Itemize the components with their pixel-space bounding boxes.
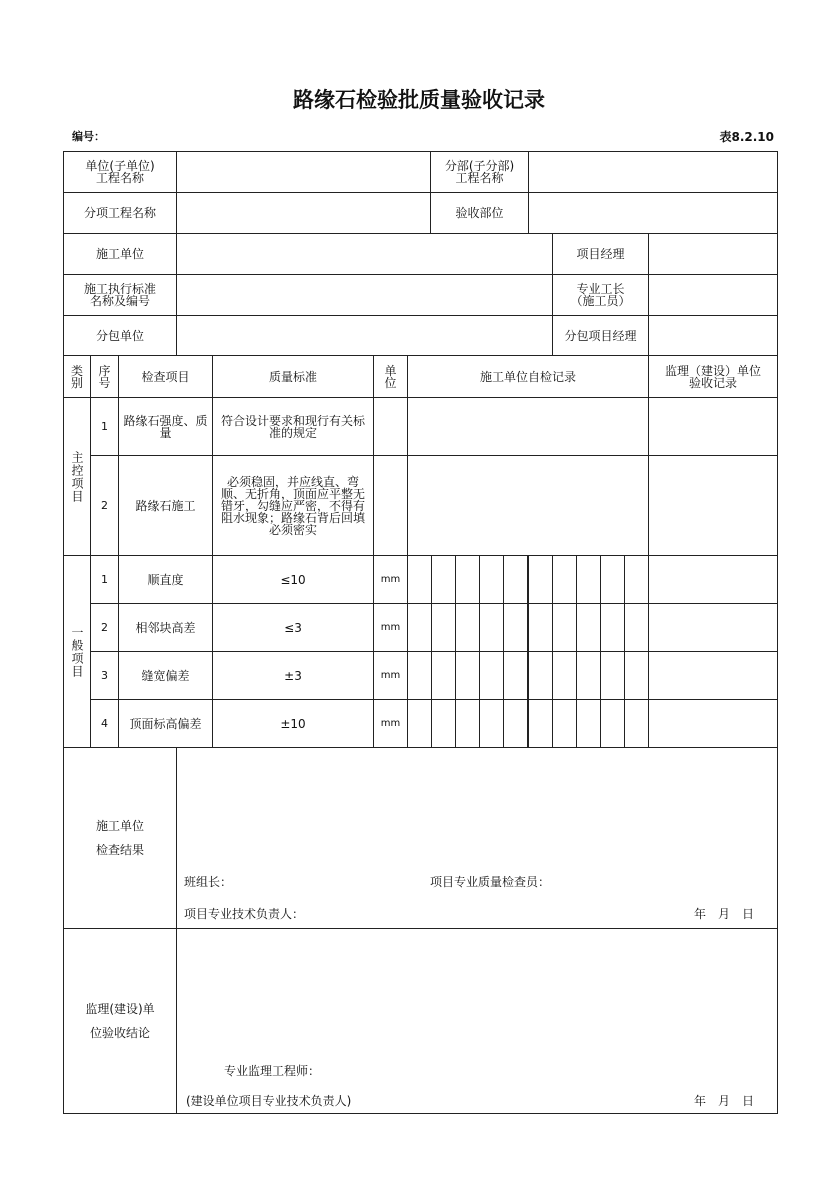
general-standard-2: ≤3 [212, 603, 374, 652]
general-unit-3: mm [373, 651, 408, 700]
general-seq-3: 3 [90, 651, 119, 700]
header-standard: 质量标准 [212, 355, 374, 398]
measurement-cell[interactable] [552, 699, 577, 748]
general-standard-4: ±10 [212, 699, 374, 748]
main-item-2: 路缘石施工 [118, 455, 213, 556]
general-seq-2: 2 [90, 603, 119, 652]
measurement-cell[interactable] [624, 651, 649, 700]
measurement-cell[interactable] [576, 699, 601, 748]
label-sub-project: 分部(子分部) 工程名称 [430, 151, 529, 193]
general-supervision-3[interactable] [648, 651, 778, 700]
general-unit-4: mm [373, 699, 408, 748]
form-title: 路缘石检验批质量验收记录 [293, 88, 545, 112]
general-standard-1: ≤10 [212, 555, 374, 604]
measurement-cell[interactable] [576, 603, 601, 652]
tech-leader-label: 项目专业技术负责人： [184, 907, 305, 921]
field-subcontractor[interactable] [176, 315, 553, 356]
header-category-text: 类别 [70, 363, 83, 390]
category-main-control: 主控项目 [63, 397, 91, 556]
main-seq-1: 1 [90, 397, 119, 456]
label-sub-manager: 分包项目经理 [552, 315, 649, 356]
field-acceptance-part[interactable] [528, 192, 778, 234]
measurement-cell[interactable] [576, 651, 601, 700]
construction-date: 年 月 日 [694, 907, 755, 921]
measurement-cell[interactable] [600, 699, 625, 748]
main-self-check-2[interactable] [407, 455, 649, 556]
general-item-4: 顶面标高偏差 [118, 699, 213, 748]
measurement-cell[interactable] [552, 651, 577, 700]
general-supervision-2[interactable] [648, 603, 778, 652]
header-category [63, 355, 91, 398]
general-item-1: 顺直度 [118, 555, 213, 604]
general-item-3: 缝宽偏差 [118, 651, 213, 700]
measurement-cell[interactable] [431, 555, 456, 604]
main-unit-1 [373, 397, 408, 456]
field-unit-project[interactable] [176, 151, 431, 193]
measurement-cell[interactable] [528, 699, 553, 748]
measurement-cell[interactable] [431, 699, 456, 748]
field-sub-project[interactable] [528, 151, 778, 193]
measurement-cell[interactable] [600, 651, 625, 700]
field-standard[interactable] [176, 274, 553, 316]
general-seq-4: 4 [90, 699, 119, 748]
header-unit [373, 355, 408, 398]
main-supervision-1[interactable] [648, 397, 778, 456]
main-unit-2 [373, 455, 408, 556]
measurement-cell[interactable] [479, 651, 504, 700]
measurement-cell[interactable] [624, 555, 649, 604]
measurement-cell[interactable] [455, 555, 480, 604]
measurement-cell[interactable] [479, 603, 504, 652]
label-foreman: 专业工长 （施工员） [552, 274, 649, 316]
header-item: 检查项目 [118, 355, 213, 398]
main-standard-2: 必须稳固，并应线直、弯顺、无折角，顶面应平整无错牙，勾缝应严密，不得有阻水现象；路缘石背后回填必须密实 [212, 455, 374, 556]
measurement-cell[interactable] [455, 699, 480, 748]
form-number: 表8.2.10 [719, 130, 774, 144]
measurement-cell[interactable] [431, 603, 456, 652]
general-supervision-1[interactable] [648, 555, 778, 604]
measurement-cell[interactable] [407, 555, 432, 604]
measurement-cell[interactable] [407, 603, 432, 652]
general-supervision-4[interactable] [648, 699, 778, 748]
measurement-cell[interactable] [407, 651, 432, 700]
field-project-manager[interactable] [648, 233, 778, 275]
label-standard: 施工执行标准 名称及编号 [63, 274, 177, 316]
label-project-manager: 项目经理 [552, 233, 649, 275]
field-foreman[interactable] [648, 274, 778, 316]
measurement-cell[interactable] [479, 555, 504, 604]
measurement-cell[interactable] [455, 603, 480, 652]
header-seq [90, 355, 119, 398]
measurement-cell[interactable] [503, 651, 528, 700]
measurement-cell[interactable] [600, 555, 625, 604]
team-leader-label: 班组长： [184, 875, 233, 889]
supervision-result-label-1: 监理(建设)单 [85, 1002, 155, 1016]
measurement-cell[interactable] [455, 651, 480, 700]
supervision-date: 年 月 日 [694, 1094, 755, 1108]
main-supervision-2[interactable] [648, 455, 778, 556]
label-item-project: 分项工程名称 [63, 192, 177, 234]
field-sub-manager[interactable] [648, 315, 778, 356]
measurement-cell[interactable] [528, 651, 553, 700]
measurement-cell[interactable] [407, 699, 432, 748]
construction-result-label-2: 检查结果 [95, 843, 144, 857]
general-unit-1: mm [373, 555, 408, 604]
measurement-cell[interactable] [552, 603, 577, 652]
measurement-cell[interactable] [503, 555, 528, 604]
category-general: 一般项目 [63, 555, 91, 748]
construction-result-label-1: 施工单位 [95, 819, 144, 833]
general-unit-2: mm [373, 603, 408, 652]
general-item-2: 相邻块高差 [118, 603, 213, 652]
label-subcontractor: 分包单位 [63, 315, 177, 356]
measurement-cell[interactable] [624, 603, 649, 652]
measurement-cell[interactable] [431, 651, 456, 700]
measurement-cell[interactable] [479, 699, 504, 748]
header-self-check: 施工单位自检记录 [407, 355, 649, 398]
measurement-cell[interactable] [503, 603, 528, 652]
field-construction-unit[interactable] [176, 233, 553, 275]
serial-label: 编号： [72, 130, 105, 143]
construction-result-label [63, 747, 177, 929]
measurement-cell[interactable] [576, 555, 601, 604]
label-unit-project: 单位(子单位) 工程名称 [63, 151, 177, 193]
main-seq-2: 2 [90, 455, 119, 556]
measurement-cell[interactable] [600, 603, 625, 652]
supervision-result-label-2: 位验收结论 [89, 1026, 150, 1040]
header-supervision: 监理（建设）单位 验收记录 [648, 355, 778, 398]
header-unit-text: 单位 [384, 363, 397, 390]
supervision-result-field[interactable] [176, 928, 778, 1114]
field-item-project[interactable] [176, 192, 431, 234]
measurement-cell[interactable] [624, 699, 649, 748]
main-standard-1: 符合设计要求和现行有关标准的规定 [212, 397, 374, 456]
quality-inspector-label: 项目专业质量检查员： [430, 875, 551, 889]
main-self-check-1[interactable] [407, 397, 649, 456]
construction-result-field[interactable] [176, 747, 778, 929]
supervising-engineer-label: 专业监理工程师： [224, 1064, 321, 1078]
measurement-cell[interactable] [503, 699, 528, 748]
measurement-cell[interactable] [528, 603, 553, 652]
owner-rep-label: (建设单位项目专业技术负责人) [186, 1094, 352, 1108]
measurement-cell[interactable] [552, 555, 577, 604]
label-construction-unit: 施工单位 [63, 233, 177, 275]
general-standard-3: ±3 [212, 651, 374, 700]
general-seq-1: 1 [90, 555, 119, 604]
measurement-cell[interactable] [528, 555, 553, 604]
label-acceptance-part: 验收部位 [430, 192, 529, 234]
header-seq-text: 序号 [98, 363, 111, 390]
main-item-1: 路缘石强度、质量 [118, 397, 213, 456]
supervision-result-label [63, 928, 177, 1114]
